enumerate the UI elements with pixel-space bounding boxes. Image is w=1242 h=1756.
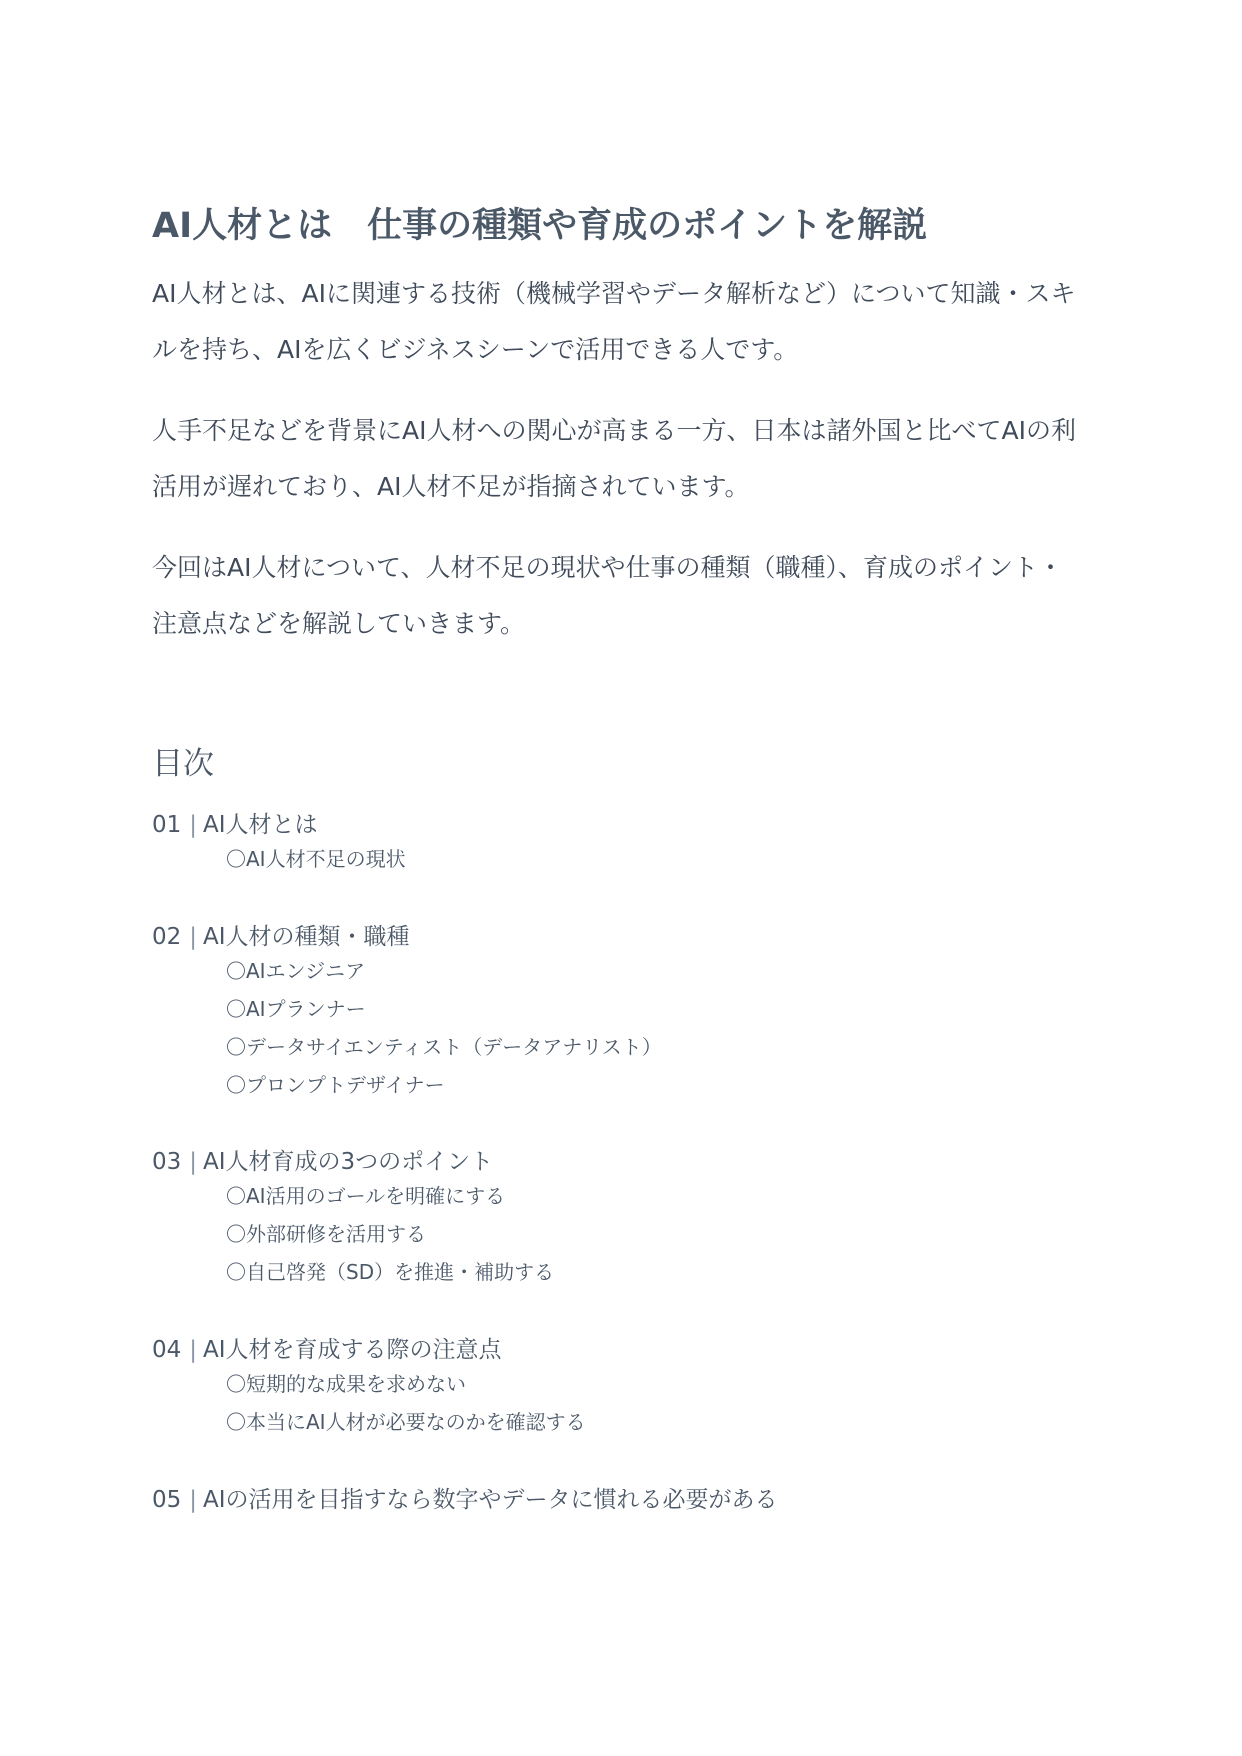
toc-number: 02 [152,924,182,950]
toc-subitem[interactable]: 〇短期的な成果を求めない [226,1372,466,1396]
toc-entry-01[interactable] [152,810,1092,840]
toc-subitem[interactable]: 〇AIエンジニア [226,959,366,983]
toc-label: AIの活用を目指すなら数字やデータに慣れる必要がある [203,1487,778,1513]
toc-subitem[interactable]: 〇自己啓発（SD）を推進・補助する [226,1260,555,1284]
toc-entry-03[interactable] [152,1147,1092,1177]
toc-section-02 [152,922,1092,1104]
toc-label: AI人材とは [203,812,318,838]
toc-separator: | [189,1487,198,1513]
toc-number: 03 [152,1149,182,1175]
toc-subitem[interactable]: 〇プロンプトデザイナー [226,1073,445,1097]
toc-entry-04[interactable] [152,1335,1092,1365]
paragraph-line: 活用が遅れており、AI人材不足が指摘されています。 [152,472,750,501]
toc-section-03 [152,1147,1092,1291]
toc-separator: | [189,924,198,950]
toc-subitem[interactable]: 〇外部研修を活用する [226,1222,426,1246]
toc-number: 05 [152,1487,182,1513]
toc-number: 01 [152,812,182,838]
toc-separator: | [189,1337,198,1363]
paragraph-line: 今回はAI人材について、人材不足の現状や仕事の種類（職種）、育成のポイント・ [152,553,1063,582]
toc-separator: | [189,1149,198,1175]
toc-subitem[interactable]: 〇データサイエンティスト（データアナリスト） [226,1035,662,1059]
paragraph-line: 注意点などを解説していきます。 [152,609,526,638]
paragraph-line: AI人材とは、AIに関連する技術（機械学習やデータ解析など）について知識・スキ [152,279,1076,308]
toc-section-04 [152,1335,1092,1441]
toc-entry-02[interactable] [152,922,1092,952]
intro-paragraph-3 [152,540,1092,652]
toc-separator: | [189,812,198,838]
toc-heading: 目次 [152,746,214,782]
toc-label: AI人材の種類・職種 [203,924,410,950]
toc-label: AI人材育成の3つのポイント [203,1149,494,1175]
page-title: AI人材とは 仕事の種類や育成のポイントを解説 [152,206,928,246]
toc-entry-05[interactable] [152,1485,1092,1515]
intro-paragraph-2 [152,403,1092,515]
toc-subitem[interactable]: 〇AI活用のゴールを明確にする [226,1184,506,1208]
toc-label: AI人材を育成する際の注意点 [203,1337,502,1363]
paragraph-line: 人手不足などを背景にAI人材への関心が高まる一方、日本は諸外国と比べてAIの利 [152,416,1076,445]
toc-number: 04 [152,1337,182,1363]
toc-subitem[interactable]: 〇AIプランナー [226,997,366,1021]
toc-section-05 [152,1485,1092,1515]
toc-subitem[interactable]: 〇本当にAI人材が必要なのかを確認する [226,1410,586,1434]
intro-paragraph-1 [152,266,1092,378]
paragraph-line: ルを持ち、AIを広くビジネスシーンで活用できる人です。 [152,335,799,364]
toc-section-01 [152,810,1092,878]
toc-subitem[interactable]: 〇AI人材不足の現状 [226,847,406,871]
